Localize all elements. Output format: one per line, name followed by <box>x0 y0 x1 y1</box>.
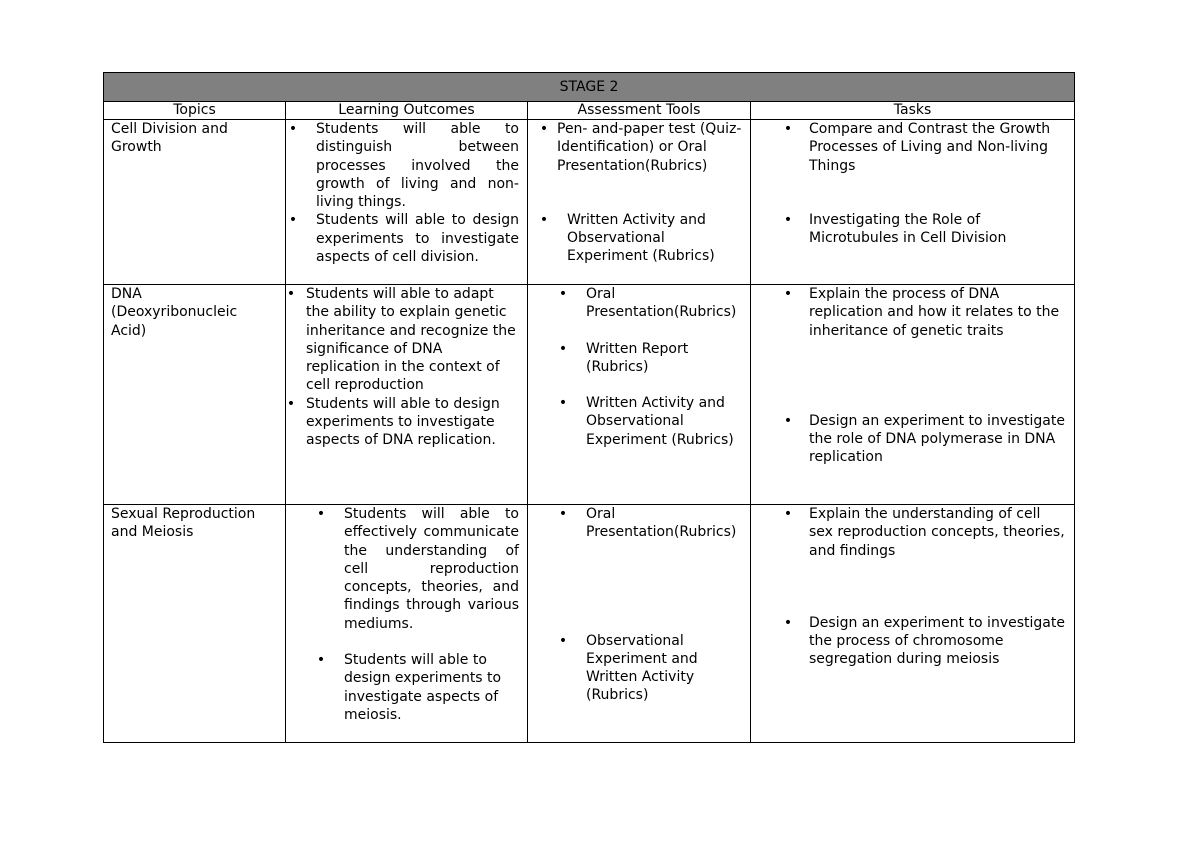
tools-cell <box>528 285 751 505</box>
list-item <box>528 211 750 266</box>
list-item <box>528 394 750 449</box>
tool-text: Written Activity and Observational Experiment (Rubrics) <box>586 395 734 448</box>
stage-title: STAGE 2 <box>104 73 1075 102</box>
list-item <box>286 211 527 266</box>
list-item <box>528 285 750 322</box>
header-learning-outcomes: Learning Outcomes <box>286 102 528 120</box>
bullet-icon: • <box>783 614 793 631</box>
outcome-text: Students will able to design experiments to investigate aspects of meiosis. <box>344 652 502 723</box>
bullet-icon: • <box>316 652 326 669</box>
spacer <box>528 193 750 211</box>
outcome-text: Students will able to effectively communicate the understanding of cell reproduction concepts, theories, and findings through various mediums. <box>344 506 519 632</box>
list-item <box>286 120 527 211</box>
bullet-icon: • <box>286 395 296 412</box>
spacer <box>528 614 750 632</box>
spacer <box>751 340 1074 358</box>
task-text: Investigating the Role of Microtubules in Cell Division <box>809 211 1007 247</box>
header-tasks: Tasks <box>751 102 1075 120</box>
list-item <box>528 120 750 175</box>
header-topics: Topics <box>104 102 286 120</box>
tasks-list <box>751 285 1074 467</box>
bullet-icon: • <box>558 395 568 412</box>
spacer <box>286 633 527 651</box>
spacer <box>751 376 1074 394</box>
bullet-icon: • <box>316 506 326 522</box>
topic-cell <box>104 120 286 285</box>
spacer <box>528 560 750 578</box>
outcomes-list <box>286 285 527 450</box>
bullet-icon: • <box>288 121 298 137</box>
outcomes-list <box>286 120 527 266</box>
tasks-cell <box>751 120 1075 285</box>
outcome-text: Students will able to adapt the ability to explain genetic inheritance and recognize the significance of DNA replication in the context of cell reproduction <box>306 286 516 394</box>
list-item <box>528 340 750 377</box>
spacer <box>528 175 750 193</box>
task-text: Explain the process of DNA replication and how it relates to the inheritance of genetic traits <box>809 286 1060 339</box>
tasks-cell <box>751 505 1075 743</box>
tool-text: Written Activity and Observational Experiment (Rubrics) <box>567 211 715 265</box>
stage-table <box>103 72 1075 743</box>
bullet-icon: • <box>558 632 568 649</box>
tools-list <box>528 120 750 266</box>
task-text: Compare and Contrast the Growth Processes of Living and Non-living Things <box>809 121 1051 174</box>
list-item <box>751 285 1074 340</box>
spacer <box>751 596 1074 614</box>
list-item <box>751 120 1074 175</box>
outcomes-list <box>286 505 527 724</box>
bullet-icon: • <box>783 506 793 522</box>
spacer <box>751 560 1074 578</box>
tools-cell <box>528 505 751 743</box>
list-item <box>286 395 527 450</box>
bullet-icon: • <box>539 121 549 137</box>
task-text: Design an experiment to investigate the role of DNA polymerase in DNA replication <box>809 412 1065 466</box>
outcome-text: Students will able to distinguish between processes involved the growth of living and non-living things. <box>316 121 519 211</box>
spacer <box>528 578 750 596</box>
stage-title-row <box>104 73 1075 102</box>
topic-text: DNA (Deoxyribonucleic Acid) <box>111 286 238 339</box>
topic-text: Sexual Reproduction and Meiosis <box>111 506 256 541</box>
spacer <box>751 193 1074 211</box>
header-row <box>104 102 1075 120</box>
tasks-list <box>751 120 1074 247</box>
spacer <box>528 542 750 560</box>
outcome-text: Students will able to design experiments to investigate aspects of cell division. <box>316 212 519 266</box>
spacer <box>751 175 1074 193</box>
spacer <box>751 394 1074 412</box>
list-item <box>751 412 1074 467</box>
tool-text: Pen- and-paper test (Quiz- Identification) or Oral Presentation(Rubrics) <box>557 121 742 174</box>
list-item <box>751 505 1074 560</box>
bullet-icon: • <box>783 211 793 228</box>
spacer <box>751 358 1074 376</box>
bullet-icon: • <box>558 506 568 522</box>
topic-cell <box>104 285 286 505</box>
bullet-icon: • <box>783 121 793 137</box>
tasks-list <box>751 505 1074 669</box>
outcome-text: Students will able to design experiments to investigate aspects of DNA replication. <box>306 395 500 449</box>
topic-text: Cell Division and Growth <box>111 121 228 156</box>
spacer <box>528 322 750 340</box>
spacer <box>528 596 750 614</box>
list-item <box>751 614 1074 669</box>
tool-text: Oral Presentation(Rubrics) <box>586 506 737 541</box>
task-text: Explain the understanding of cell sex reproduction concepts, theories, and findings <box>809 506 1065 559</box>
bullet-icon: • <box>286 286 296 302</box>
table-row <box>104 120 1075 285</box>
tool-text: Oral Presentation(Rubrics) <box>586 286 737 321</box>
tools-cell <box>528 120 751 285</box>
table-row <box>104 505 1075 743</box>
bullet-icon: • <box>558 340 568 357</box>
bullet-icon: • <box>288 212 298 229</box>
tool-text: Written Report (Rubrics) <box>586 340 689 375</box>
bullet-icon: • <box>783 412 793 429</box>
table-row <box>104 285 1075 505</box>
spacer <box>751 578 1074 596</box>
tasks-cell <box>751 285 1075 505</box>
tool-text: Observational Experiment and Written Activity (Rubrics) <box>586 632 698 704</box>
outcomes-cell <box>286 505 528 743</box>
list-item <box>528 505 750 542</box>
outcomes-cell <box>286 120 528 285</box>
bullet-icon: • <box>539 211 549 228</box>
spacer <box>528 376 750 394</box>
list-item <box>286 285 527 395</box>
outcomes-cell <box>286 285 528 505</box>
tools-list <box>528 505 750 705</box>
bullet-icon: • <box>558 286 568 302</box>
list-item <box>286 505 527 633</box>
header-assessment-tools: Assessment Tools <box>528 102 751 120</box>
bullet-icon: • <box>783 286 793 302</box>
topic-cell <box>104 505 286 743</box>
list-item <box>751 211 1074 248</box>
tools-list <box>528 285 750 449</box>
task-text: Design an experiment to investigate the process of chromosome segregation during meiosis <box>809 614 1065 668</box>
list-item <box>528 632 750 705</box>
list-item <box>286 651 527 724</box>
